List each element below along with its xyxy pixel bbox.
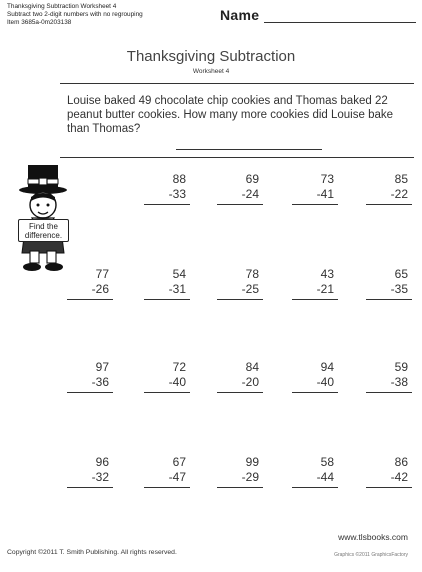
minuend: 54	[172, 267, 186, 281]
subtrahend: -47	[168, 470, 186, 484]
minuend: 77	[95, 267, 109, 281]
subtrahend: -36	[91, 375, 109, 389]
name-line[interactable]	[264, 22, 416, 23]
subtrahend: -44	[316, 470, 334, 484]
minuend: 67	[172, 455, 186, 469]
subtraction-problem	[278, 455, 338, 505]
answer-line[interactable]	[366, 487, 412, 488]
minuend: 72	[172, 360, 186, 374]
footer-graphics-credit: Graphics ©2011 GraphicsFactory	[334, 552, 408, 558]
minuend: 99	[245, 455, 259, 469]
answer-line[interactable]	[366, 204, 412, 205]
subtrahend: -20	[241, 375, 259, 389]
minuend: 94	[320, 360, 334, 374]
subtraction-problem	[203, 172, 263, 222]
minuend: 97	[95, 360, 109, 374]
answer-line[interactable]	[217, 299, 263, 300]
subtraction-problem	[53, 455, 113, 505]
answer-line[interactable]	[217, 487, 263, 488]
answer-line[interactable]	[67, 392, 113, 393]
word-problem-text: Louise baked 49 chocolate chip cookies and Thomas baked 22 peanut butter cookies. How many more cookies did Louise bake than Thomas?	[67, 95, 394, 135]
minuend: 43	[320, 267, 334, 281]
minuend: 84	[245, 360, 259, 374]
subtraction-problem	[53, 267, 113, 317]
answer-line[interactable]	[366, 299, 412, 300]
answer-line[interactable]	[144, 487, 190, 488]
subtrahend: -38	[390, 375, 408, 389]
subtrahend: -35	[390, 282, 408, 296]
sign-line-2: difference.	[24, 231, 63, 240]
subtraction-problem	[352, 172, 412, 222]
subtraction-problem	[352, 455, 412, 505]
pilgrim-boy-illustration	[6, 163, 82, 273]
subtrahend: -31	[168, 282, 186, 296]
answer-line[interactable]	[217, 204, 263, 205]
subtrahend: -40	[168, 375, 186, 389]
subtrahend: -22	[390, 187, 408, 201]
subtraction-problem	[130, 455, 190, 505]
subtraction-problem	[278, 172, 338, 222]
name-label: Name	[220, 7, 260, 23]
minuend: 88	[172, 172, 186, 186]
subtrahend: -33	[168, 187, 186, 201]
worksheet-description: Subtract two 2-digit numbers with no regrouping	[7, 11, 143, 18]
answer-line[interactable]	[292, 204, 338, 205]
minuend: 69	[245, 172, 259, 186]
subtrahend: -25	[241, 282, 259, 296]
answer-line[interactable]	[67, 487, 113, 488]
subtraction-problem	[203, 267, 263, 317]
subtrahend: -26	[91, 282, 109, 296]
subtraction-problem	[203, 360, 263, 410]
minuend: 65	[394, 267, 408, 281]
subtraction-problem	[352, 360, 412, 410]
subtraction-problem	[203, 455, 263, 505]
subtrahend: -42	[390, 470, 408, 484]
answer-line[interactable]	[292, 487, 338, 488]
subtraction-problem	[278, 360, 338, 410]
subtrahend: -24	[241, 187, 259, 201]
answer-line[interactable]	[217, 392, 263, 393]
worksheet-title-small: Thanksgiving Subtraction Worksheet 4	[7, 3, 117, 10]
item-number: Item 3685a-0m203138	[7, 19, 72, 26]
sign-line-1: Find the	[29, 222, 58, 231]
subtraction-problem	[130, 172, 190, 222]
minuend: 78	[245, 267, 259, 281]
answer-line[interactable]	[144, 204, 190, 205]
subtrahend: -32	[91, 470, 109, 484]
subtraction-problem	[130, 267, 190, 317]
subtraction-problem	[130, 360, 190, 410]
subtraction-problem	[352, 267, 412, 317]
word-problem-answer-line[interactable]	[176, 149, 322, 150]
subtrahend: -21	[316, 282, 334, 296]
footer-website[interactable]: www.tlsbooks.com	[338, 532, 408, 542]
minuend: 73	[320, 172, 334, 186]
find-the-difference-sign	[18, 219, 69, 242]
subtraction-problem	[278, 267, 338, 317]
minuend: 85	[394, 172, 408, 186]
answer-line[interactable]	[144, 392, 190, 393]
answer-line[interactable]	[144, 299, 190, 300]
answer-line[interactable]	[292, 392, 338, 393]
page-title: Thanksgiving Subtraction	[126, 48, 296, 65]
answer-line[interactable]	[292, 299, 338, 300]
answer-line[interactable]	[67, 299, 113, 300]
answer-line[interactable]	[366, 392, 412, 393]
minuend: 96	[95, 455, 109, 469]
page-subtitle: Worksheet 4	[192, 68, 230, 75]
subtrahend: -40	[316, 375, 334, 389]
minuend: 59	[394, 360, 408, 374]
subtrahend: -29	[241, 470, 259, 484]
minuend: 58	[320, 455, 334, 469]
footer-copyright: Copyright ©2011 T. Smith Publishing. All rights reserved.	[7, 549, 177, 556]
minuend: 86	[394, 455, 408, 469]
subtrahend: -41	[316, 187, 334, 201]
subtraction-problem	[53, 360, 113, 410]
